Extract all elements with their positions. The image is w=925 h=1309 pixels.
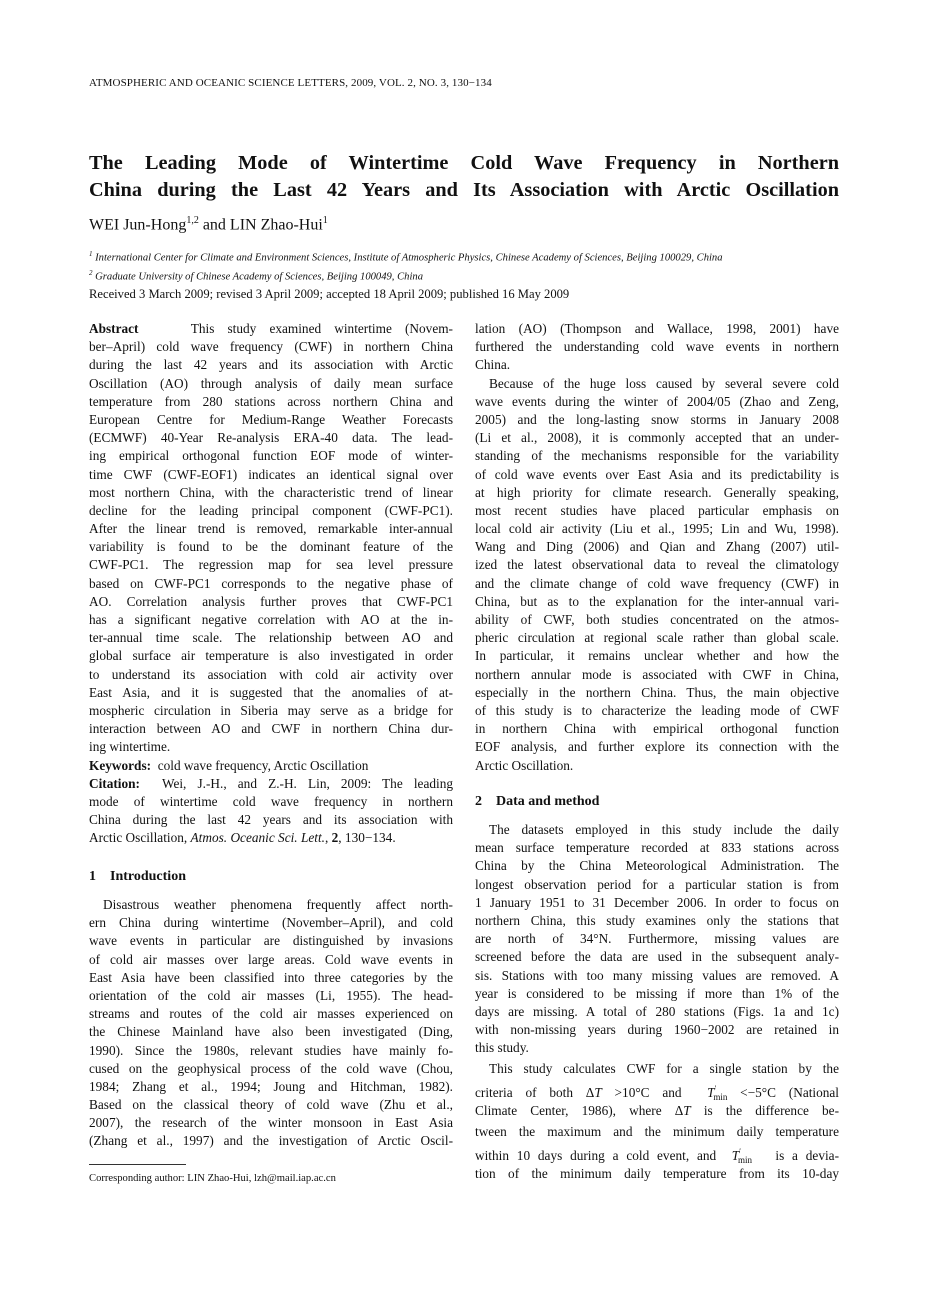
text-segment: within 10 days during a cold event, and — [475, 1147, 732, 1163]
text-line: the Chinese Mainland have also been investigated (Ding, — [89, 1024, 453, 1040]
text-line: orientation of the cold air masses (Li, 1955). The head- — [89, 987, 453, 1003]
text-segment: >10°C and — [601, 1085, 708, 1101]
title-line: The Leading Mode of Wintertime Cold Wave Frequency in Northern — [89, 152, 839, 174]
text-line: East Asia, and it is suggested that the anomalies of at- — [89, 684, 453, 700]
affiliations — [89, 247, 723, 284]
text-segment: T — [683, 1103, 691, 1119]
text-line: EOF analysis, and further explore its connection with the — [475, 739, 839, 755]
text-line: decline for the leading principal component (CWF-PC1). — [89, 502, 453, 518]
text-segment: min — [713, 1092, 728, 1101]
introduction-paragraph — [89, 896, 453, 1151]
text-line: most northern China, with the characteristic trend of linear — [89, 484, 453, 500]
text-segment: Keywords: — [89, 757, 152, 773]
text-line: global surface air temperature is also investigated in order — [89, 648, 453, 664]
author-affiliation-mark: 1,2 — [186, 215, 199, 226]
text-line: in northern China with empirical orthogonal function — [475, 721, 839, 737]
text-line: Wang and Ding (2006) and Qian and Zhang (2007) util- — [475, 539, 839, 555]
text-line: to understand its association with cold air activity over — [89, 666, 453, 682]
text-line: (Li et al., 2008), it is commonly accepted that an under- — [475, 430, 839, 446]
text-segment: criteria of both Δ — [475, 1085, 595, 1101]
text-line: days are missing. A total of 280 stations (Figs. 1a and 1c) — [475, 1003, 839, 1019]
corresponding-author-footnote: Corresponding author: LIN Zhao-Hui, lzh@mail.iap.ac.cn — [89, 1173, 336, 1184]
text-line: especially in the northern China. Thus, the main objective — [475, 684, 839, 700]
text-line: standing of the mechanisms responsible for the variability — [475, 448, 839, 464]
text-line: streams and routes of the cold air masses experienced on — [89, 1006, 453, 1022]
text-segment: is the difference be- — [690, 1103, 839, 1119]
text-line: northern China, this study examines only the stations that — [475, 912, 839, 928]
text-line: (Zhang et al., 1997) and the investigation of Arctic Oscil- — [89, 1133, 453, 1149]
text-line: this study. — [475, 1040, 529, 1056]
text-line — [89, 320, 453, 338]
text-line: pheric circulation at regional scale rather than global scale. — [475, 630, 839, 646]
text-line: based on CWF-PC1 corresponds to the negative phase of — [89, 575, 453, 591]
paper-title — [89, 150, 839, 204]
text-line: Based on the classical theory of cold wave (Zhu et al., — [89, 1097, 453, 1113]
text-segment: Climate Center, 1986), where Δ — [475, 1103, 684, 1119]
text-line: China. — [475, 357, 511, 373]
text-line: northern annular mode is associated with CWF in China, — [475, 666, 839, 682]
affiliation-text: Graduate University of Chinese Academy of Sciences, Beijing 100049, China — [92, 271, 424, 283]
affiliation — [89, 247, 723, 266]
text-line: 1984; Zhang et al., 1994; Joung and Hitchman, 1982). — [89, 1078, 453, 1094]
text-segment: T — [594, 1085, 602, 1101]
text-line: East Asia have been classified into three categories by the — [89, 969, 453, 985]
text-line: China, but as to the explanation for the inter-annual vari- — [475, 593, 839, 609]
text-line: The datasets employed in this study include the daily — [489, 822, 839, 837]
footnote-divider — [89, 1164, 186, 1165]
text-line: time CWF (CWF-EOF1) indicates an identical signal over — [89, 466, 453, 482]
text-line: mospheric circulation in Siberia may serve as a bridge for — [89, 702, 453, 718]
title-line: China during the Last 42 Years and Its Association with Arctic Oscillation — [89, 179, 839, 201]
text-line: furthered the understanding cold wave events in northern — [475, 339, 839, 355]
affiliation-text: International Center for Climate and Environment Sciences, Institute of Atmospheric Physics, Chinese Academy of Sciences, Beijing 100029, China — [92, 252, 723, 264]
text-line: ern China during wintertime (November–April), and cold — [89, 915, 453, 931]
text-line: After the linear trend is removed, remarkable inter-annual — [89, 521, 453, 537]
text-line: 2007), the research of the winter monsoon in East Asia — [89, 1115, 453, 1131]
authors — [89, 215, 328, 234]
text-segment: T — [731, 1147, 740, 1163]
affiliation — [89, 266, 723, 285]
text-line: temperature from 280 stations across northern China and — [89, 393, 453, 409]
text-segment: T — [707, 1085, 715, 1101]
text-line: year is considered to be missing if more than 1% of the — [475, 985, 839, 1001]
text-line: China during the last 42 years and its association with — [89, 812, 453, 828]
text-line: AO. Correlation analysis further proves that CWF-PC1 — [89, 593, 453, 609]
text-line: longest observation period for a particular station is from — [475, 876, 839, 892]
author-conjunction: and — [198, 216, 230, 234]
text-line: of cold air masses over large areas. Cold wave events in — [89, 951, 453, 967]
text-segment: Arctic Oscillation, — [89, 830, 191, 846]
text-segment: 2 — [331, 830, 339, 846]
text-segment: Citation: — [89, 775, 140, 791]
text-line — [89, 757, 453, 775]
text-line: ing empirical orthogonal function EOF mode of winter- — [89, 448, 453, 464]
data-paragraph — [475, 821, 839, 1057]
text-line — [475, 1078, 839, 1100]
text-segment: Abstract — [89, 321, 139, 336]
section-heading-introduction: 1 Introduction — [89, 869, 186, 884]
introduction-continued — [475, 320, 839, 775]
text-segment: This study examined wintertime (Novem- — [138, 321, 453, 336]
text-line: most recent studies have placed particular emphasis on — [475, 502, 839, 518]
text-segment: <−5°C (National — [727, 1085, 839, 1101]
author-name: WEI Jun-Hong — [89, 216, 187, 234]
text-line: Because of the huge loss caused by several severe cold — [489, 375, 839, 391]
text-line: of cold wave events over East Asia and its predictability is — [475, 466, 839, 482]
text-line: CWF-PC1. The regression map for sea level pressure — [89, 557, 453, 573]
text-line: wave events in particular are distinguished by invasions — [89, 933, 453, 949]
text-line: with non-missing years during 1960−2002 are retained in — [475, 1022, 839, 1038]
text-line: Disastrous weather phenomena frequently affect north- — [103, 897, 453, 912]
text-segment: ′ — [739, 1146, 741, 1156]
text-line: at high priority for climate research. Generally speaking, — [475, 484, 839, 500]
text-line: 1990). Since the 1980s, relevant studies have mainly fo- — [89, 1042, 453, 1058]
text-line: tween the maximum and the minimum daily temperature — [475, 1123, 839, 1139]
affiliation-mark: 2 — [89, 268, 93, 277]
text-line: ized the latest observational data to reveal the climatology — [475, 557, 839, 573]
text-line: ber–April) cold wave frequency (CWF) in northern China — [89, 339, 453, 355]
text-line: cused on the geophysical process of the cold wave (Chou, — [89, 1060, 453, 1076]
text-segment: Wei, J.-H., and Z.-H. Lin, 2009: The leading — [139, 775, 453, 791]
text-line: screened before the data are used in the subsequent analy- — [475, 949, 839, 965]
text-line: lation (AO) (Thompson and Wallace, 1998, 2001) have — [475, 321, 839, 336]
running-head: ATMOSPHERIC AND OCEANIC SCIENCE LETTERS, 2009, VOL. 2, NO. 3, 130−134 — [89, 77, 492, 89]
text-segment: , — [324, 830, 332, 846]
text-line: Arctic Oscillation. — [475, 757, 574, 773]
text-line: This study calculates CWF for a single station by the — [489, 1061, 839, 1076]
text-line: of this study is to characterize the leading mode of CWF — [475, 702, 839, 718]
text-line: ter-annual time scale. The relationship between AO and — [89, 630, 453, 646]
text-line: tion of the minimum daily temperature from its 10-day — [475, 1165, 839, 1181]
text-line: are north of 34°N. Furthermore, missing values are — [475, 931, 839, 947]
author-affiliation-mark: 1 — [322, 215, 328, 226]
text-line: Oscillation (AO) through analysis of daily mean surface — [89, 375, 453, 391]
text-segment: is a devia- — [751, 1147, 839, 1163]
text-line: European Centre for Medium-Range Weather Forecasts — [89, 411, 453, 427]
text-segment: Atmos. Oceanic Sci. Lett. — [190, 830, 325, 846]
text-line: ability of CWF, both studies concentrated on the atmos- — [475, 612, 839, 627]
text-line: mode of wintertime cold wave frequency in northern — [89, 793, 453, 809]
text-line: during the last 42 years and its association with Arctic — [89, 357, 453, 373]
text-line — [89, 829, 453, 847]
text-segment: , 130−134. — [338, 830, 396, 846]
text-segment: ′ — [714, 1084, 717, 1094]
text-line: local cold air activity (Liu et al., 1995; Lin and Wu, 1998). — [475, 521, 839, 537]
author-name: LIN Zhao-Hui — [229, 216, 323, 234]
publication-dates: Received 3 March 2009; revised 3 April 2009; accepted 18 April 2009; published 16 May 2009 — [89, 287, 570, 301]
text-line: and the climate change of cold wave frequency (CWF) in — [475, 575, 839, 591]
text-line: sis. Stations with too many missing values are removed. A — [475, 967, 839, 983]
text-segment: cold wave frequency, Arctic Oscillation — [151, 757, 369, 773]
text-segment: min — [737, 1154, 752, 1163]
section-heading-data-method: 2 Data and method — [475, 794, 600, 809]
text-line: 2005) and the long-lasting snow storms in January 2008 — [475, 411, 839, 427]
affiliation-mark: 1 — [89, 250, 93, 258]
text-line: variability is found to be the dominant feature of the — [89, 539, 453, 555]
text-line: (ECMWF) 40-Year Re-analysis ERA-40 data. The lead- — [89, 430, 453, 446]
text-line: has a significant negative correlation with AO at the in- — [89, 612, 453, 627]
text-line: wave events during the winter of 2004/05 (Zhao and Zeng, — [475, 393, 839, 409]
text-line — [89, 775, 453, 793]
text-line: In particular, it remains unclear whether and how the — [475, 648, 839, 664]
cwf-criteria-paragraph — [475, 1060, 839, 1185]
text-line — [475, 1141, 839, 1163]
abstract-block — [89, 320, 453, 847]
text-line: China by the China Meteorological Administration. The — [475, 858, 839, 874]
text-line — [475, 1100, 839, 1122]
text-line: ing wintertime. — [89, 739, 171, 755]
text-line: interaction between AO and CWF in northern China dur- — [89, 721, 453, 737]
text-line: 1 January 1951 to 31 December 2006. In order to focus on — [475, 894, 839, 910]
text-line: mean surface temperature recorded at 833 stations across — [475, 840, 839, 856]
